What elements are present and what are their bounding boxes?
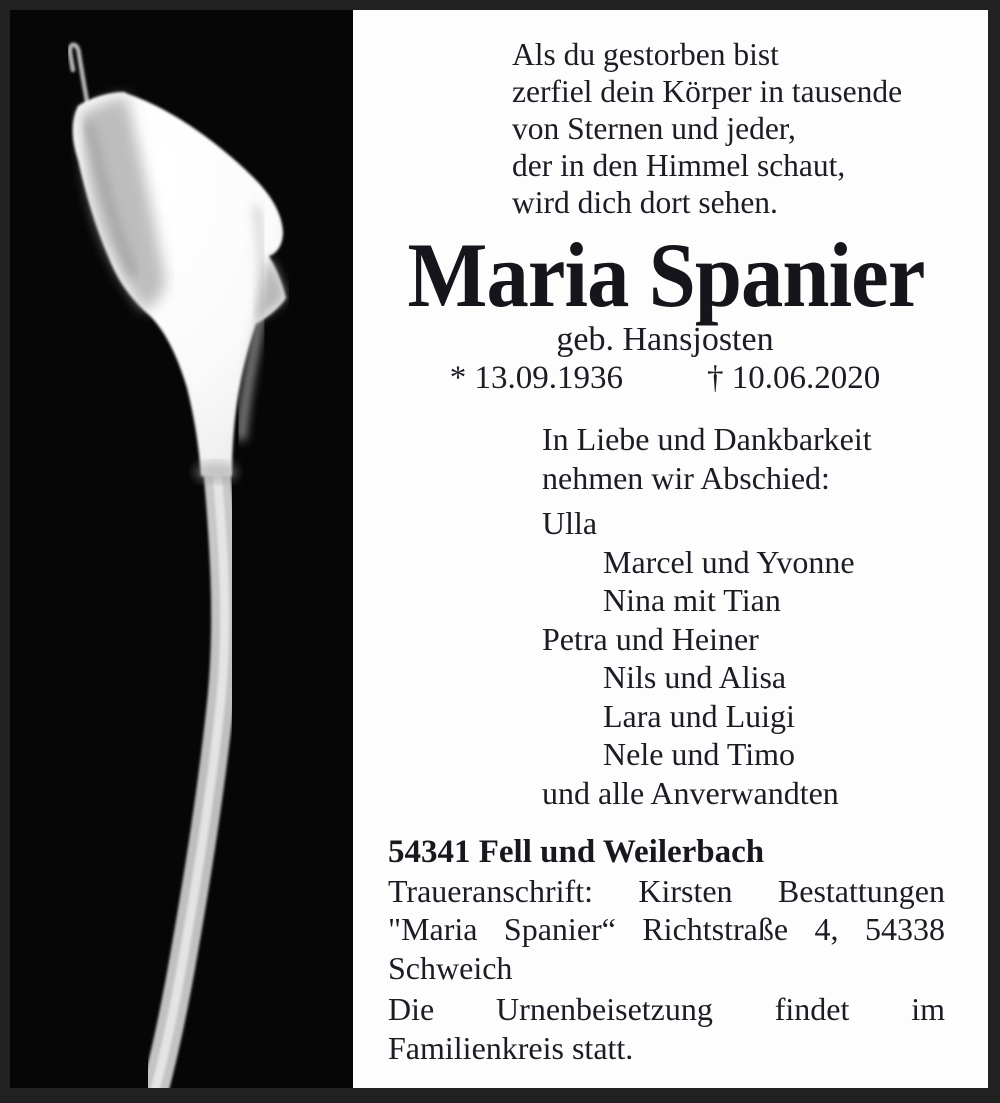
lily-bloom: [73, 92, 286, 483]
death-date: † 10.06.2020: [707, 360, 881, 396]
mourning-address: [388, 872, 945, 988]
mourners-list: [542, 504, 945, 812]
mourner-line: Nina mit Tian: [603, 582, 781, 618]
memorial-poem: [512, 36, 945, 221]
notice-panel: [353, 10, 988, 1088]
farewell-text: [542, 420, 945, 497]
lily-stem: [155, 472, 225, 1088]
poem-line: von Sternen und jeder,: [512, 111, 796, 146]
mourner-line: Marcel und Yvonne: [603, 543, 855, 580]
address-line: "Maria Spanier“ Richtstraße 4, 54338: [388, 911, 945, 947]
birth-date: * 13.09.1936: [449, 360, 623, 396]
address-line: Traueranschrift: Kirsten Bestattungen: [388, 872, 945, 909]
farewell-line: nehmen wir Abschied:: [542, 459, 830, 496]
life-dates: [385, 359, 945, 397]
mourner-line: und alle Anverwandten: [542, 774, 839, 811]
bottom-block: [388, 833, 945, 1067]
farewell-line: In Liebe und Dankbarkeit: [542, 421, 872, 457]
mourner-line: Nele und Timo: [603, 736, 796, 772]
poem-line: der in den Himmel schaut,: [512, 148, 846, 183]
funeral-info: [388, 990, 945, 1067]
mourner-line: Petra und Heiner: [542, 620, 759, 657]
maiden-name: geb. Hansjosten: [556, 321, 774, 358]
calla-lily-illustration: [10, 10, 353, 1088]
poem-line: Als du gestorben bist: [512, 37, 779, 72]
mourner-line: Ulla: [542, 505, 598, 541]
mourner-line: Nils und Alisa: [603, 659, 787, 695]
lily-photo: [10, 10, 353, 1088]
poem-line: wird dich dort sehen.: [512, 185, 778, 220]
poem-line: zerfiel dein Körper in tausende: [512, 74, 903, 109]
deceased-name: [385, 224, 945, 326]
location-line: 54341 Fell und Weilerbach: [388, 834, 765, 870]
lily-spadix-curl: [70, 45, 88, 106]
deceased-name-text: Maria Spanier: [407, 224, 925, 326]
mourner-line: Lara und Luigi: [603, 697, 795, 734]
funeral-line: Die Urnenbeisetzung findet im: [388, 991, 945, 1027]
address-line: Schweich: [388, 949, 513, 986]
funeral-line: Familienkreis statt.: [388, 1029, 634, 1066]
